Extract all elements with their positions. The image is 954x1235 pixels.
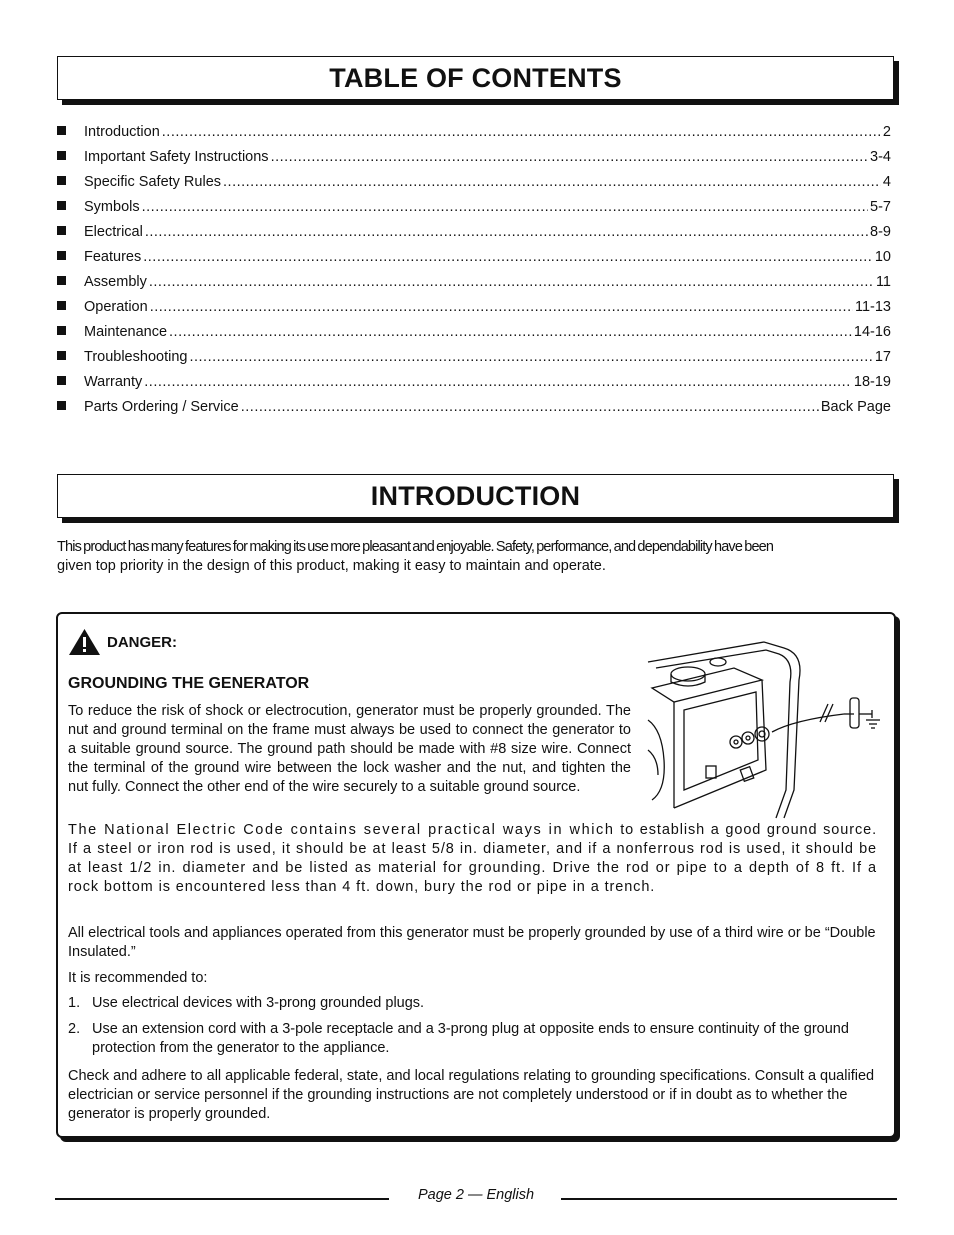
generator-grounding-illustration (644, 640, 894, 820)
square-bullet-icon (57, 226, 66, 235)
danger-label: DANGER: (107, 633, 177, 651)
grounding-heading: GROUNDING THE GENERATOR (68, 675, 310, 692)
intro-paragraph: This product has many features for making its use more pleasant and enjoyable. Safety, performance, and dependability have been given top priority in the design of this product, making it easy to maintain and operate. (57, 539, 774, 574)
toc-title: TABLE OF CONTENTS (329, 62, 622, 93)
toc-item[interactable]: Parts Ordering / Service ..... Back Page (57, 399, 891, 424)
grounding-paragraph-3: All electrical tools and appliances operated from this generator must be properly grounded by use of a third wire or be “Double Insulated.” (68, 925, 876, 960)
toc-item[interactable]: Important Safety Instructions ..... 3-4 (57, 149, 891, 174)
toc-item[interactable]: Features ..... 10 (57, 249, 891, 274)
square-bullet-icon (57, 376, 66, 385)
toc-item[interactable]: Operation ..... 11-13 (57, 299, 891, 324)
toc-item[interactable]: Introduction ..... 2 (57, 124, 891, 149)
recommendation-list (68, 994, 880, 1065)
grounding-paragraph-1: To reduce the risk of shock or electrocution, generator must be properly grounded. The nut and ground terminal on the frame must always be used to connect the generator to a suitable ground source. The ground path should be made with #8 size wire. Connect the terminal of the ground wire between the lock washer and the nut, and tighten the nut fully. Connect the other end of the wire securely to a suitable ground source. (68, 703, 631, 795)
square-bullet-icon (57, 326, 66, 335)
square-bullet-icon (57, 251, 66, 260)
toc-item[interactable]: Troubleshooting ..... 17 (57, 349, 891, 374)
footer-page-label: Page 2 — English (417, 1187, 535, 1203)
grounding-paragraph-4: It is recommended to: (68, 970, 208, 986)
toc-list (57, 124, 891, 424)
toc-item[interactable]: Assembly ..... 11 (57, 274, 891, 299)
square-bullet-icon (57, 126, 66, 135)
toc-item[interactable]: Warranty ..... 18-19 (57, 374, 891, 399)
square-bullet-icon (57, 151, 66, 160)
toc-item[interactable]: Specific Safety Rules ..... 4 (57, 174, 891, 199)
danger-title (68, 628, 177, 656)
danger-box (56, 612, 896, 1138)
square-bullet-icon (57, 276, 66, 285)
intro-title: INTRODUCTION (370, 480, 581, 511)
toc-item[interactable]: Maintenance ..... 14-16 (57, 324, 891, 349)
intro-heading (57, 474, 894, 518)
toc-item[interactable]: Electrical ..... 8-9 (57, 224, 891, 249)
footer-rule-right (561, 1198, 897, 1200)
square-bullet-icon (57, 351, 66, 360)
list-item: 1. Use electrical devices with 3-prong grounded plugs. (68, 995, 425, 1011)
warning-triangle-icon (68, 628, 101, 656)
square-bullet-icon (57, 176, 66, 185)
grounding-paragraph-2: The National Electric Code contains several practical ways in which to establish a good ground source. If a steel or iron rod is used, it should be at least 5/8 in. diameter, and if a nonferrous rod is used, it should be at least 1/2 in. diameter and be listed as material for grounding. Drive the rod or pipe to a depth of 8 ft. If a rock bottom is encountered less than 4 ft. down, bury the rod or pipe in a trench. (68, 822, 877, 895)
square-bullet-icon (57, 201, 66, 210)
toc-heading (57, 56, 894, 100)
grounding-paragraph-5: Check and adhere to all applicable federal, state, and local regulations relating to grounding specifications. Consult a qualified electrician or service personnel if the grounding instructions are not completely understood or if in doubt as to whether the generator is properly grounded. (68, 1068, 875, 1122)
square-bullet-icon (57, 401, 66, 410)
square-bullet-icon (57, 301, 66, 310)
toc-item[interactable]: Symbols ..... 5-7 (57, 199, 891, 224)
list-item: 2. Use an extension cord with a 3-pole receptacle and a 3-prong plug at opposite ends to ensure continuity of the ground protection from the generator to the appliance. (68, 1021, 849, 1056)
page-footer (55, 1187, 897, 1207)
